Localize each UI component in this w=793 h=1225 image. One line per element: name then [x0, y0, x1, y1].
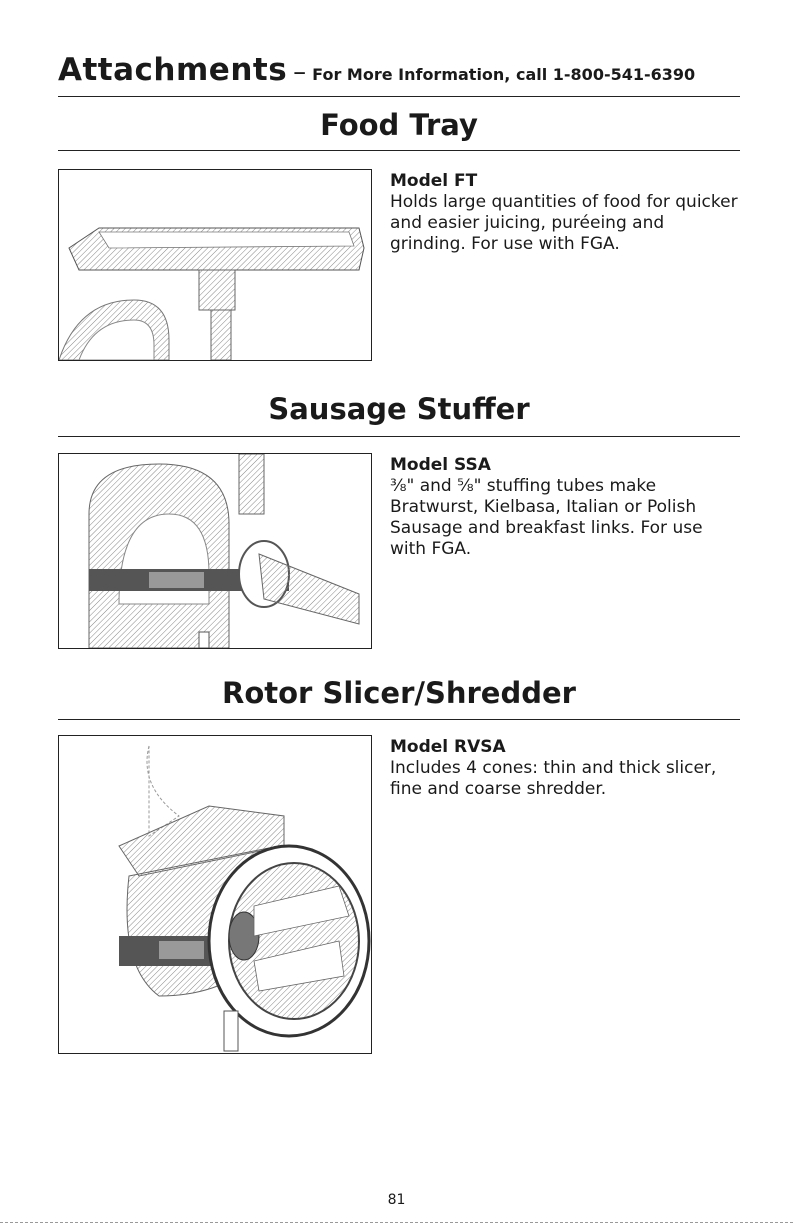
rotor-slicer-image	[58, 735, 372, 1054]
page-header	[58, 52, 748, 88]
model-label: Model FT	[390, 171, 478, 191]
rotor-slicer-description	[390, 737, 740, 800]
model-label: Model SSA	[390, 455, 491, 475]
section-title-rotor-slicer: Rotor Slicer/Shredder	[222, 676, 576, 710]
header-info: For More Information, call 1-800-541-6390	[312, 65, 696, 84]
section-rule	[58, 719, 740, 720]
sausage-stuffer-description	[390, 455, 740, 560]
bottom-edge-rule	[0, 1222, 793, 1223]
section-title-sausage-stuffer: Sausage Stuffer	[268, 392, 530, 426]
food-tray-description	[390, 171, 740, 255]
sausage-stuffer-image	[58, 453, 372, 649]
page-number: 81	[387, 1192, 406, 1208]
section-rule	[58, 150, 740, 151]
section-rule	[58, 436, 740, 437]
header-rule	[58, 96, 740, 97]
food-tray-image	[58, 169, 372, 361]
description-text: ⅜" and ⅝" stuffing tubes make Bratwurst, Kielbasa, Italian or Polish Sausage and breakfast links. For use with FGA.	[390, 476, 703, 559]
header-title: Attachments	[58, 52, 288, 88]
model-label: Model RVSA	[390, 737, 506, 757]
section-title-food-tray: Food Tray	[320, 108, 478, 142]
header-dash: –	[293, 57, 307, 87]
description-text: Includes 4 cones: thin and thick slicer, fine and coarse shredder.	[390, 758, 717, 799]
description-text: Holds large quantities of food for quicker and easier juicing, puréeing and grinding. For use with FGA.	[390, 192, 738, 254]
